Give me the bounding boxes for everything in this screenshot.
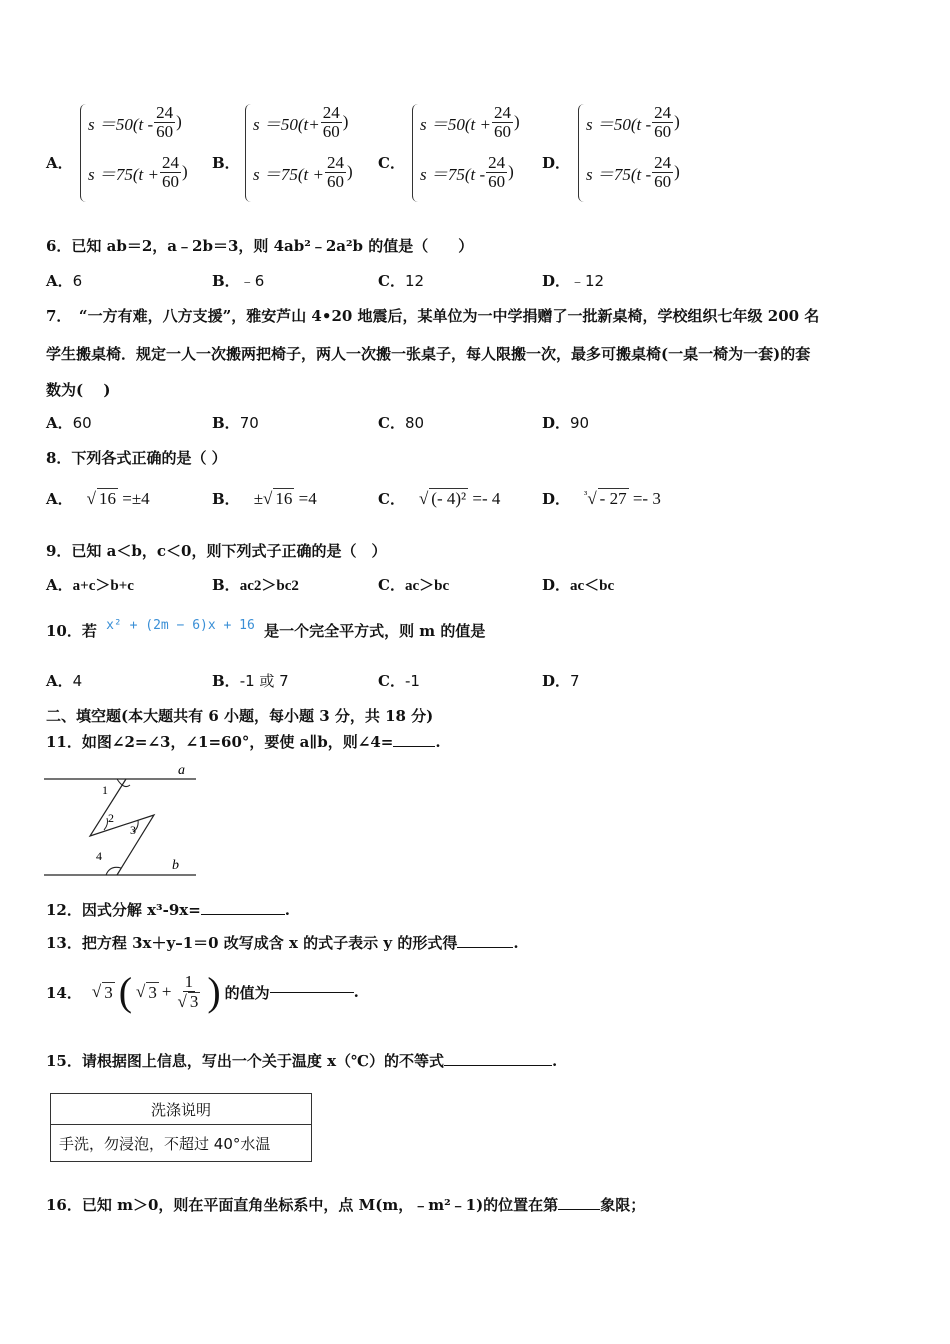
washing-table-header: 洗涤说明: [51, 1094, 312, 1125]
q6-option[interactable]: [212, 270, 264, 291]
option-value: -1: [404, 672, 420, 690]
q8-stem: 8．下列各式正确的是（ ）: [46, 449, 227, 467]
q9-option[interactable]: [542, 574, 614, 595]
radical-sign: √: [587, 489, 597, 508]
q13-answer-blank[interactable]: [457, 947, 513, 948]
expression-result: =- 3: [628, 489, 661, 508]
q11-end: .: [435, 733, 441, 751]
label-angle3: 3: [130, 823, 136, 837]
q16-end: 象限；: [600, 1196, 646, 1214]
section2-title: 二、填空题(本大题共有 6 小题，每小题 3 分，共 18 分): [46, 707, 434, 725]
fraction: [154, 104, 175, 141]
q16-answer-blank[interactable]: [558, 1209, 600, 1210]
option-letter: D．: [542, 672, 571, 690]
option-letter: C．: [378, 414, 405, 432]
fraction-denominator: 60: [161, 171, 179, 191]
fraction-numerator: 24: [654, 153, 672, 172]
q9-stem: 9．已知 a＜b，c＜0，则下列式子正确的是（ ）: [46, 542, 387, 560]
q14-fraction: $\frac{1}{√ 3}$: [177, 972, 199, 1011]
q11-figure: [44, 760, 204, 878]
q13-text: 13．把方程 3x＋y–1＝0 改写成含 x 的式子表示 y 的形式得: [46, 934, 458, 952]
option-letter: B．: [212, 576, 240, 594]
q13-stem: [46, 932, 519, 953]
radicand: (- 4)²: [431, 489, 467, 508]
option-value: 12: [404, 272, 425, 290]
option-value: ac2＞bc2: [239, 578, 299, 594]
close-paren: ): [181, 162, 188, 182]
q16-text: 16．已知 m＞0，则在平面直角坐标系中，点 M(m，﹣m²﹣1)的位置在第: [46, 1196, 559, 1214]
fraction-numerator: 24: [326, 153, 344, 172]
option-value: 60: [72, 414, 92, 432]
q15-text: 15．请根据图上信息，写出一个关于温度 x（℃）的不等式: [46, 1052, 445, 1070]
q10-suffix: 是一个完全平方式，则 m 的值是: [264, 622, 486, 640]
q8-option[interactable]: [542, 488, 661, 509]
fraction-denominator: 60: [326, 171, 344, 191]
fraction: [492, 104, 513, 141]
radicand: 16: [98, 489, 116, 508]
q7-stem-line1: 7． “一方有难，八方支援”，雅安芦山 4•20 地震后，某单位为一中学捐赠了一批新桌椅，学校组织七年级 200 名: [46, 307, 820, 325]
q14-stem: [46, 967, 359, 1017]
q14-end: .: [353, 983, 359, 1001]
washing-table-body: 手洗，勿浸泡，不超过 40°水温: [51, 1125, 312, 1162]
q10-option[interactable]: [542, 670, 580, 691]
option-letter: B．: [212, 272, 240, 290]
option-letter: A．: [46, 576, 73, 594]
option-value: a+c＞b+c: [72, 578, 134, 594]
label-angle2: 2: [108, 811, 114, 825]
q14-expression: √ 3 ( √ 3 + $\frac{1}{√ 3}$ ): [91, 969, 221, 1014]
q10-option[interactable]: [212, 670, 289, 691]
q14-radicand-2: 3: [148, 982, 157, 1002]
option-expression: [584, 488, 661, 509]
q14-plus: +: [161, 982, 172, 1001]
close-paren: ): [674, 112, 680, 132]
option-letter: D．: [542, 272, 571, 290]
q12-text: 12．因式分解 x³-9x=: [46, 901, 201, 919]
q12-end: .: [284, 901, 291, 919]
q14-suffix: 的值为: [224, 983, 270, 1002]
option-value: ﹣6: [239, 272, 265, 290]
option-value: 90: [570, 414, 590, 432]
option-value: 70: [239, 414, 259, 432]
q7-option[interactable]: [46, 412, 92, 433]
fraction: [652, 154, 673, 191]
q6-option[interactable]: [46, 270, 82, 291]
option-letter: C．: [378, 272, 405, 290]
option-letter: A．: [46, 490, 73, 508]
q14-prefix: 14．: [46, 983, 82, 1002]
fraction: [160, 154, 181, 191]
q5-equation: [253, 154, 353, 191]
option-value: 80: [404, 414, 425, 432]
close-paren: ): [508, 162, 514, 182]
q16-stem: [46, 1194, 645, 1215]
q11-answer-blank[interactable]: [393, 746, 435, 747]
fraction-denominator: 60: [488, 171, 506, 191]
q10-polynomial: x² + (2m − 6)x + 16: [106, 618, 255, 633]
expression-prefix: ±: [253, 489, 264, 508]
option-letter: C．: [378, 490, 405, 508]
option-value: 4: [72, 672, 83, 690]
q5-option-system[interactable]: [412, 104, 542, 204]
q7-stem-line3: 数为( ): [46, 381, 111, 399]
q5-option-system[interactable]: [80, 104, 210, 204]
equation-prefix: s ＝50(t -: [88, 114, 154, 134]
fraction: [325, 154, 346, 191]
radical-sign: √: [263, 489, 273, 508]
washing-instructions-table: [50, 1093, 312, 1162]
option-letter: B．: [212, 490, 240, 508]
equation-prefix: s ＝50(t +: [420, 114, 491, 134]
equation-prefix: s ＝75(t +: [88, 164, 159, 184]
q14-numerator: 1: [184, 972, 194, 992]
q11-text: 11．如图∠2=∠3，∠1=60°，要使 a∥b，则∠4=: [46, 733, 394, 751]
option-value: ac＜bc: [570, 578, 615, 594]
q5-equation: [88, 104, 182, 141]
equation-prefix: s ＝75(t -: [420, 164, 486, 184]
expression-result: =±4: [117, 489, 150, 508]
q5-option-letter[interactable]: D．: [542, 154, 571, 172]
q6-option[interactable]: [378, 270, 424, 291]
fraction-denominator: 60: [654, 171, 672, 191]
expression-result: =4: [294, 489, 317, 508]
q12-answer-blank[interactable]: [201, 914, 285, 915]
fraction-denominator: 60: [493, 121, 511, 141]
option-value: ac＞bc: [404, 578, 450, 594]
fraction: [652, 104, 673, 141]
q5-equation: [253, 104, 348, 141]
close-paren: ): [513, 112, 520, 132]
q7-option[interactable]: [212, 412, 259, 433]
close-paren: ): [346, 162, 353, 182]
q10-prefix: 10．若: [46, 622, 97, 640]
option-letter: A．: [46, 414, 73, 432]
option-value: -1 或 7: [239, 672, 289, 690]
q14-radicand-1: 3: [104, 982, 113, 1002]
equation-prefix: s ＝50(t -: [586, 114, 652, 134]
q14-radicand-3: 3: [189, 992, 199, 1011]
option-letter: A．: [46, 672, 73, 690]
q10-option[interactable]: [378, 670, 420, 691]
q8-option[interactable]: [378, 488, 500, 509]
option-value: ﹣12: [570, 272, 605, 290]
q11-stem: [46, 731, 441, 752]
option-value: 6: [72, 272, 83, 290]
fraction: [321, 104, 342, 141]
q10-stem: [46, 620, 485, 641]
q10-option[interactable]: [46, 670, 82, 691]
q5-option-system[interactable]: [245, 104, 375, 204]
q7-stem-line2: 学生搬桌椅．规定一人一次搬两把椅子，两人一次搬一张桌子，每人限搬一次，最多可搬桌椅(一桌一椅为一套)的套: [46, 345, 811, 363]
fraction-denominator: 60: [654, 121, 672, 141]
q5-equation: [88, 154, 188, 191]
option-letter: D．: [542, 490, 571, 508]
q7-option[interactable]: [378, 412, 424, 433]
q15-end: .: [552, 1052, 558, 1070]
q13-end: .: [513, 934, 519, 952]
fraction-numerator: 24: [493, 103, 511, 122]
option-value: 7: [570, 672, 580, 690]
label-angle4: 4: [96, 849, 102, 863]
option-letter: D．: [542, 576, 571, 594]
expression-result: =- 4: [468, 489, 501, 508]
q9-option[interactable]: [46, 574, 134, 595]
label-b: b: [172, 858, 179, 873]
fraction-numerator: 24: [161, 153, 179, 172]
fraction-numerator: 24: [322, 103, 340, 122]
close-paren: ): [342, 112, 349, 132]
fraction-numerator: 24: [156, 103, 174, 122]
equation-prefix: s ＝75(t +: [253, 164, 324, 184]
q8-option[interactable]: [46, 488, 150, 509]
radicand: 16: [275, 489, 293, 508]
fraction-numerator: 24: [654, 103, 672, 122]
fraction-denominator: 60: [156, 121, 174, 141]
option-letter: A．: [46, 272, 73, 290]
q5-option-letter[interactable]: B．: [212, 154, 240, 172]
q5-equation: [586, 154, 680, 191]
option-letter: C．: [378, 576, 405, 594]
radicand: - 27: [599, 489, 627, 508]
fraction-numerator: 24: [488, 153, 506, 172]
radical-sign: √: [418, 489, 429, 508]
q5-option-system[interactable]: [578, 104, 708, 204]
q15-stem: [46, 1050, 557, 1071]
q5-option-letter[interactable]: C．: [378, 154, 405, 172]
equation-prefix: s ＝50(t+: [253, 114, 320, 134]
q6-option[interactable]: [542, 270, 604, 291]
fraction-denominator: 60: [322, 121, 340, 141]
label-a: a: [178, 763, 185, 778]
close-paren: ): [674, 162, 680, 182]
q5-equation: [420, 154, 514, 191]
radical-sign: √: [86, 489, 96, 508]
q6-stem: 6．已知 ab＝2，a﹣2b＝3，则 4ab²﹣2a²b 的值是（ ）: [46, 237, 474, 255]
fraction: [486, 154, 507, 191]
option-letter: D．: [542, 414, 571, 432]
q14-answer-blank[interactable]: [270, 992, 354, 993]
q5-equation: [586, 104, 680, 141]
expression-prefix: ³: [584, 489, 588, 501]
q5-option-letter[interactable]: A．: [46, 154, 73, 172]
equation-prefix: s ＝75(t -: [586, 164, 652, 184]
q5-equation: [420, 104, 520, 141]
q8-option[interactable]: [212, 488, 317, 509]
q9-option[interactable]: [212, 574, 299, 595]
q7-option[interactable]: [542, 412, 589, 433]
option-letter: B．: [212, 414, 240, 432]
label-angle1: 1: [102, 783, 108, 797]
q9-option[interactable]: [378, 574, 449, 595]
option-expression: [87, 488, 150, 509]
option-letter: C．: [378, 672, 405, 690]
option-expression: [419, 488, 500, 509]
close-paren: ): [176, 112, 182, 132]
q12-stem: [46, 899, 290, 920]
option-expression: [254, 488, 317, 509]
option-letter: B．: [212, 672, 240, 690]
q15-answer-blank[interactable]: [444, 1065, 552, 1066]
